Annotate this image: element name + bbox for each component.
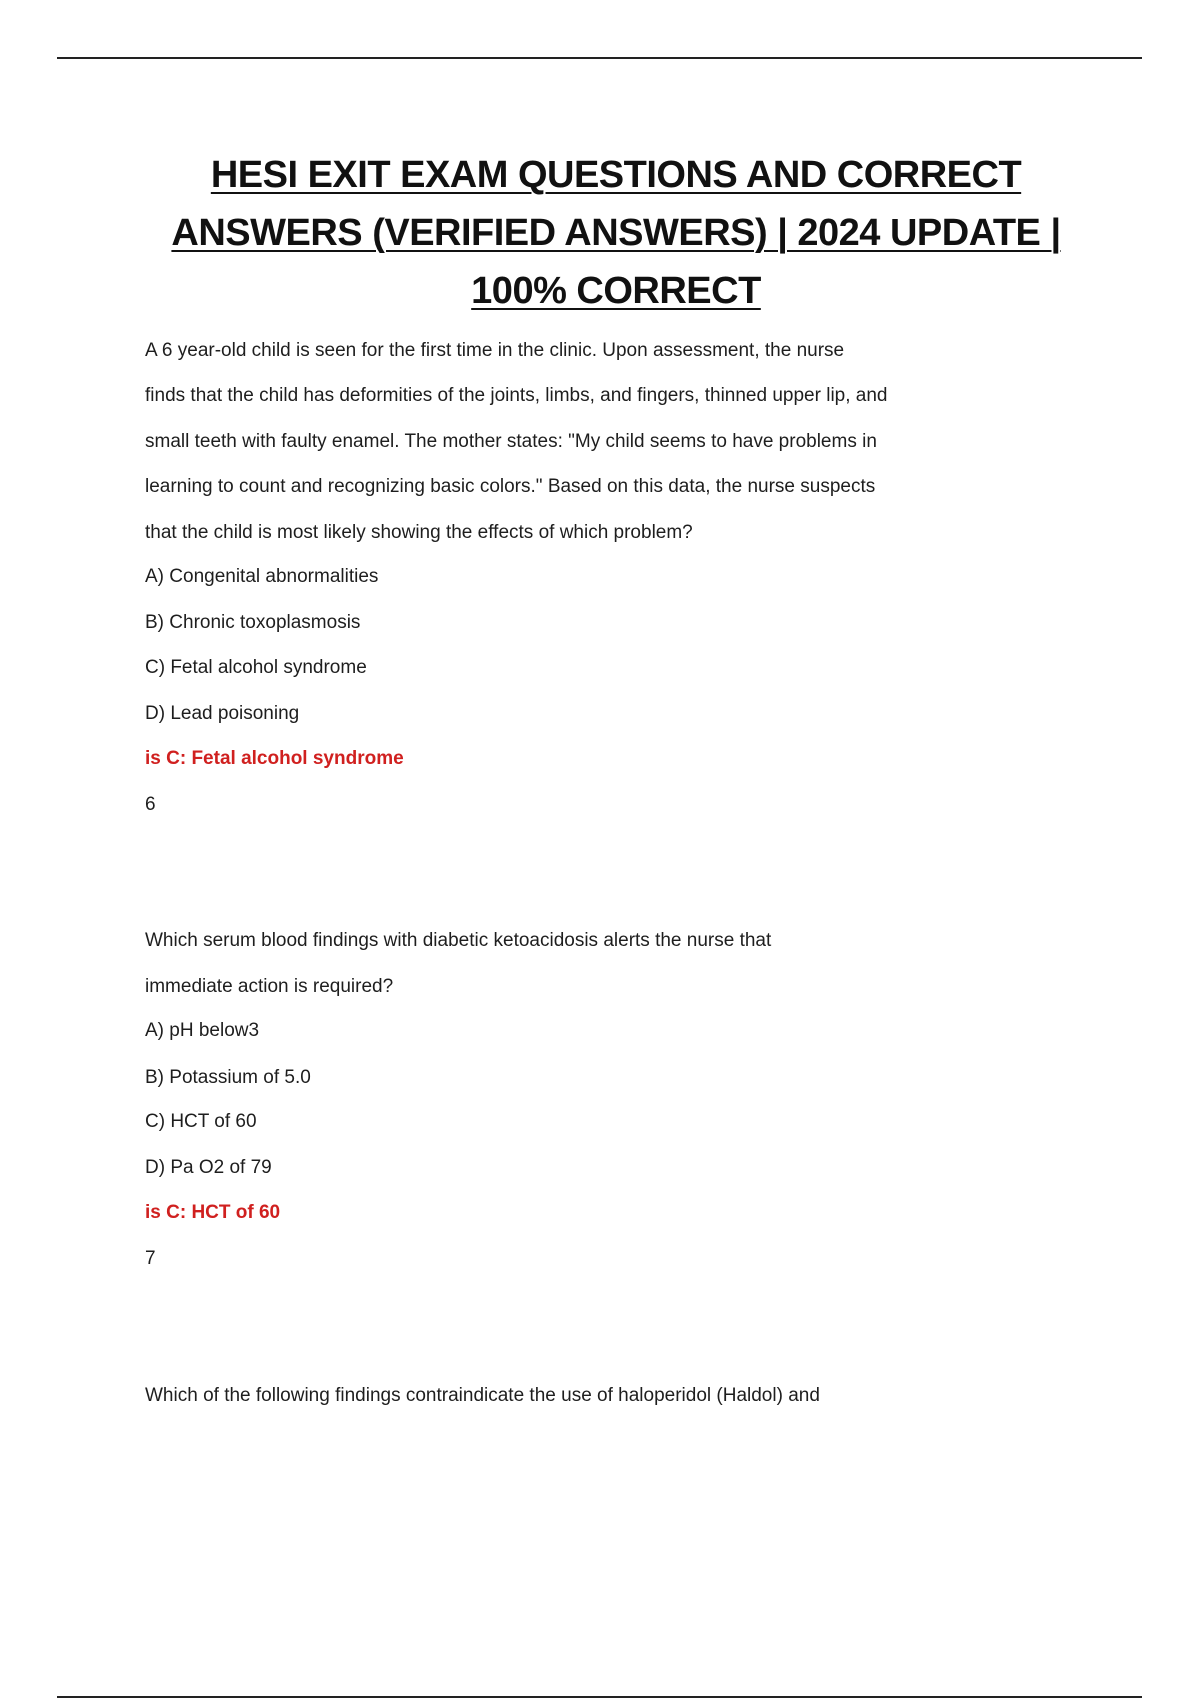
document-title xyxy=(100,146,1132,320)
bottom-rule xyxy=(57,1696,1142,1698)
question-stem-line: learning to count and recognizing basic colors." Based on this data, the nurse suspects xyxy=(145,476,876,497)
answer-option: D) Lead poisoning xyxy=(145,703,300,724)
answer-option: C) Fetal alcohol syndrome xyxy=(145,657,367,678)
answer-option: B) Chronic toxoplasmosis xyxy=(145,612,361,633)
question-number: 6 xyxy=(145,794,156,815)
question-stem-line: Which serum blood findings with diabetic ketoacidosis alerts the nurse that xyxy=(145,930,772,951)
question-stem-line: finds that the child has deformities of the joints, limbs, and fingers, thinned upper lip, and xyxy=(145,385,888,406)
correct-answer: is C: HCT of 60 xyxy=(145,1202,281,1223)
answer-option: B) Potassium of 5.0 xyxy=(145,1067,311,1088)
title-line: ANSWERS (VERIFIED ANSWERS) | 2024 UPDATE | xyxy=(171,212,1061,254)
correct-answer: is C: Fetal alcohol syndrome xyxy=(145,748,404,769)
question-stem-line: immediate action is required? xyxy=(145,976,394,997)
question-stem-line: Which of the following findings contraindicate the use of haloperidol (Haldol) and xyxy=(145,1385,820,1406)
answer-option: A) Congenital abnormalities xyxy=(145,566,379,587)
top-rule xyxy=(57,57,1142,59)
answer-option: C) HCT of 60 xyxy=(145,1111,257,1132)
question-stem-line: small teeth with faulty enamel. The mother states: "My child seems to have problems in xyxy=(145,431,877,452)
answer-option: D) Pa O2 of 79 xyxy=(145,1157,272,1178)
answer-option: A) pH below3 xyxy=(145,1020,260,1041)
question-number: 7 xyxy=(145,1248,156,1269)
title-line: HESI EXIT EXAM QUESTIONS AND CORRECT xyxy=(210,154,1022,196)
question-stem-line: that the child is most likely showing the effects of which problem? xyxy=(145,522,693,543)
question-stem-line: A 6 year-old child is seen for the first time in the clinic. Upon assessment, the nurse xyxy=(145,340,845,361)
title-line: 100% CORRECT xyxy=(471,270,761,312)
